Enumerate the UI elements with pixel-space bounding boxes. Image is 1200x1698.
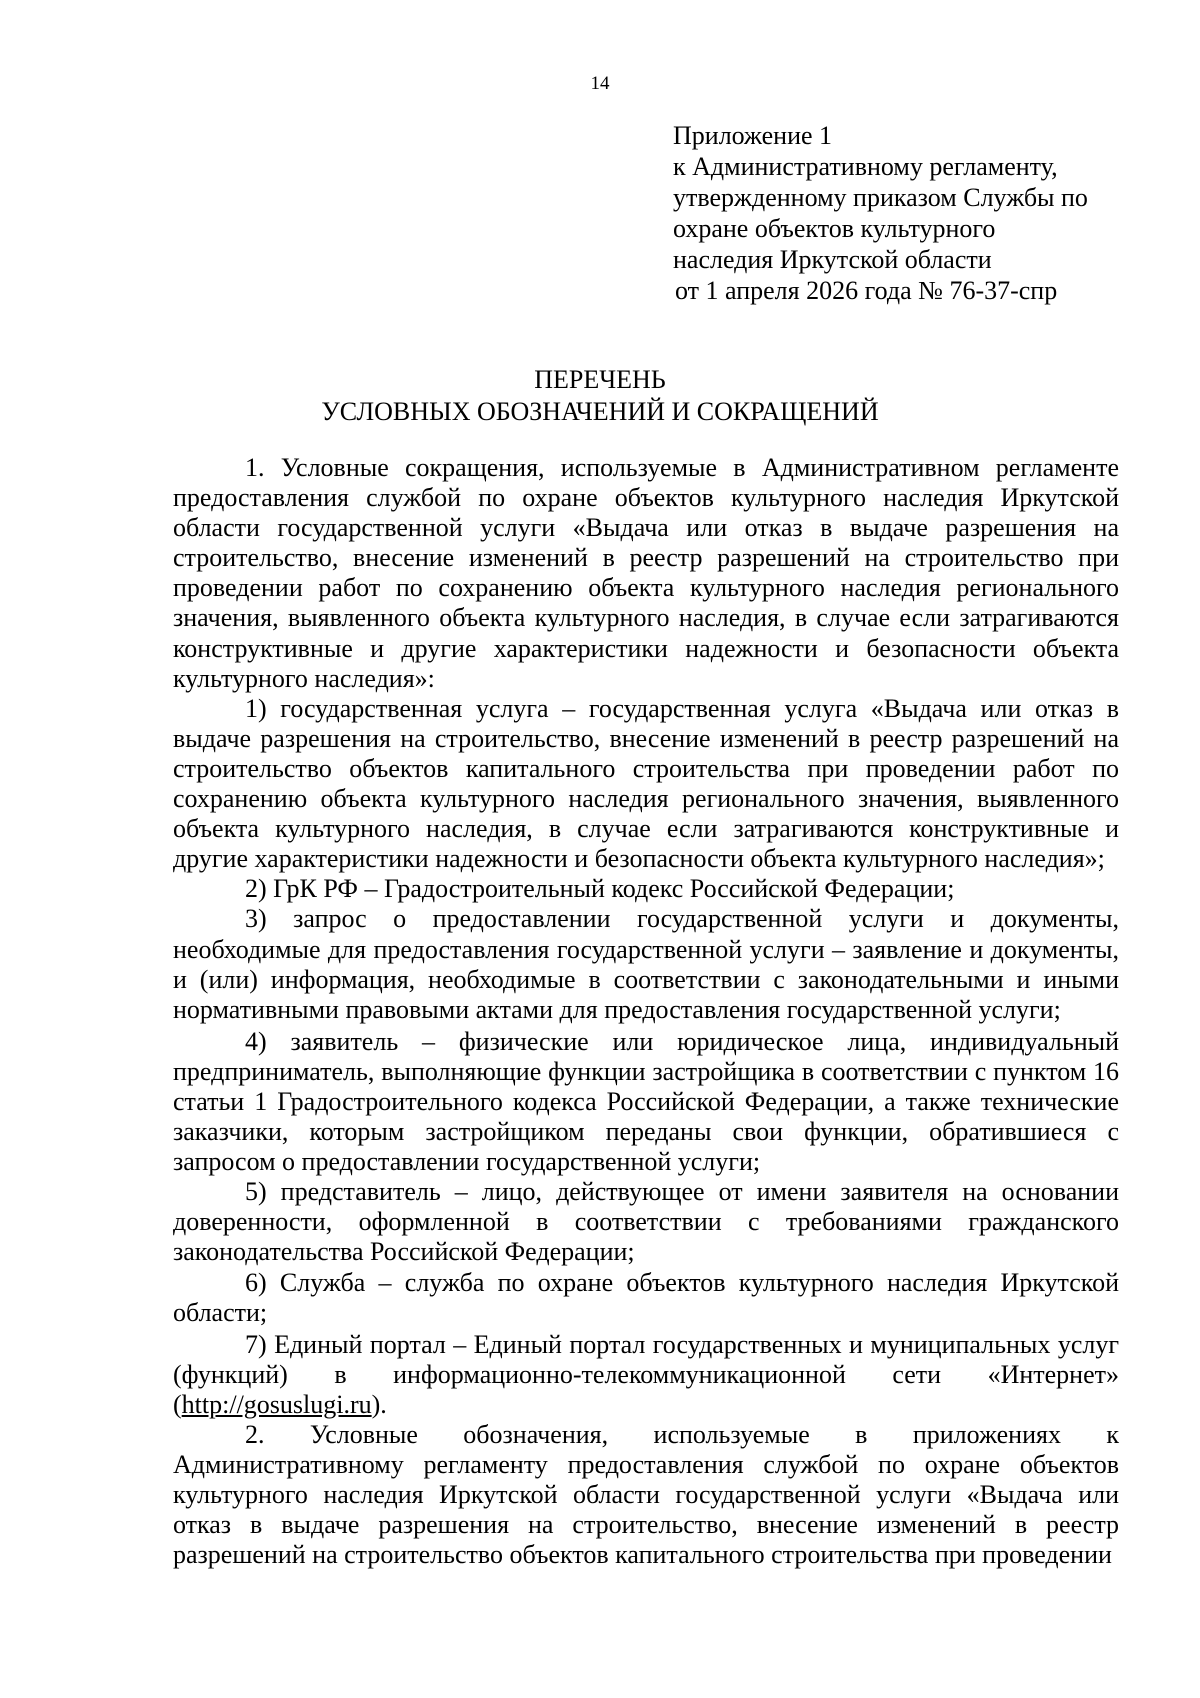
item-7 bbox=[173, 1330, 1119, 1420]
title-line-1: ПЕРЕЧЕНЬ bbox=[534, 365, 666, 394]
page-number: 14 bbox=[590, 73, 610, 94]
item-3: 3) запрос о предоставлении государственной услуги и документы, необходимые для предоставления государственной услуги – заявление и документы, и (или) информация, необходимые в соответствии с законодательными и иными нормативными правовыми актами для предоставления государственной услуги; bbox=[173, 904, 1119, 1024]
item-5: 5) представитель – лицо, действующее от имени заявителя на основании доверенности, оформленной в соответствии с требованиями гражданского законодательства Российской Федерации; bbox=[173, 1177, 1119, 1267]
item-7-end: ). bbox=[371, 1389, 387, 1419]
annex-line-1: Приложение 1 bbox=[673, 121, 833, 150]
paragraph-2: 2. Условные обозначения, используемые в приложениях к Административному регламенту предоставления службой по охране объектов культурного наследия Иркутской области государственной услуги «Выдача или отказ в выдаче разрешения на строительство, внесение изменений в реестр разрешений на строительство объектов капитального строительства при проведении bbox=[173, 1420, 1119, 1570]
annex-line-5: наследия Иркутской области bbox=[673, 245, 992, 274]
item-6: 6) Служба – служба по охране объектов культурного наследия Иркутской области; bbox=[173, 1267, 1119, 1327]
document-body bbox=[173, 453, 1119, 1570]
paragraph-1: 1. Условные сокращения, используемые в Административном регламенте предоставления службой по охране объектов культурного наследия Иркутской области государственной услуги «Выдача или отказ в выдаче разрешения на строительство, внесение изменений в реестр разрешений на строительство при проведении работ по сохранению объекта культурного наследия регионального значения, выявленного объекта культурного наследия, в случае если затрагиваются конструктивные и другие характеристики надежности и безопасности объекта культурного наследия»: bbox=[173, 453, 1119, 693]
item-4: 4) заявитель – физические или юридическое лица, индивидуальный предприниматель, выполняющие функции застройщика в соответствии с пунктом 16 статьи 1 Градостроительного кодекса Российской Федерации, а также технические заказчики, которым застройщиком переданы свои функции, обратившиеся с запросом о предоставлении государственной услуги; bbox=[173, 1026, 1119, 1177]
gosuslugi-link[interactable]: http://gosuslugi.ru bbox=[181, 1389, 372, 1419]
annex-line-3: утвержденному приказом Службы по bbox=[673, 183, 1088, 212]
title-line-2: УСЛОВНЫХ ОБОЗНАЧЕНИЙ И СОКРАЩЕНИЙ bbox=[321, 397, 879, 426]
item-7-text: 7) Единый портал – Единый портал государственных и муниципальных услуг (функций) в информационно-телекоммуникационной сети «Интернет» ( bbox=[173, 1329, 1119, 1419]
item-2: 2) ГрК РФ – Градостроительный кодекс Российской Федерации; bbox=[245, 874, 955, 904]
document-title bbox=[0, 364, 1200, 428]
annex-line-4: охране объектов культурного bbox=[673, 214, 996, 243]
annex-line-6: от 1 апреля 2026 года № 76-37-спр bbox=[675, 276, 1058, 305]
item-1: 1) государственная услуга – государственная услуга «Выдача или отказ в выдаче разрешения на строительство, внесение изменений в реестр разрешений на строительство объектов капитального строительства при проведении работ по сохранению объекта культурного наследия регионального значения, выявленного объекта культурного наследия, в случае если затрагиваются конструктивные и другие характеристики надежности и безопасности объекта культурного наследия»; bbox=[173, 693, 1119, 874]
annex-line-2: к Административному регламенту, bbox=[673, 152, 1058, 181]
annex-header bbox=[673, 120, 1143, 306]
